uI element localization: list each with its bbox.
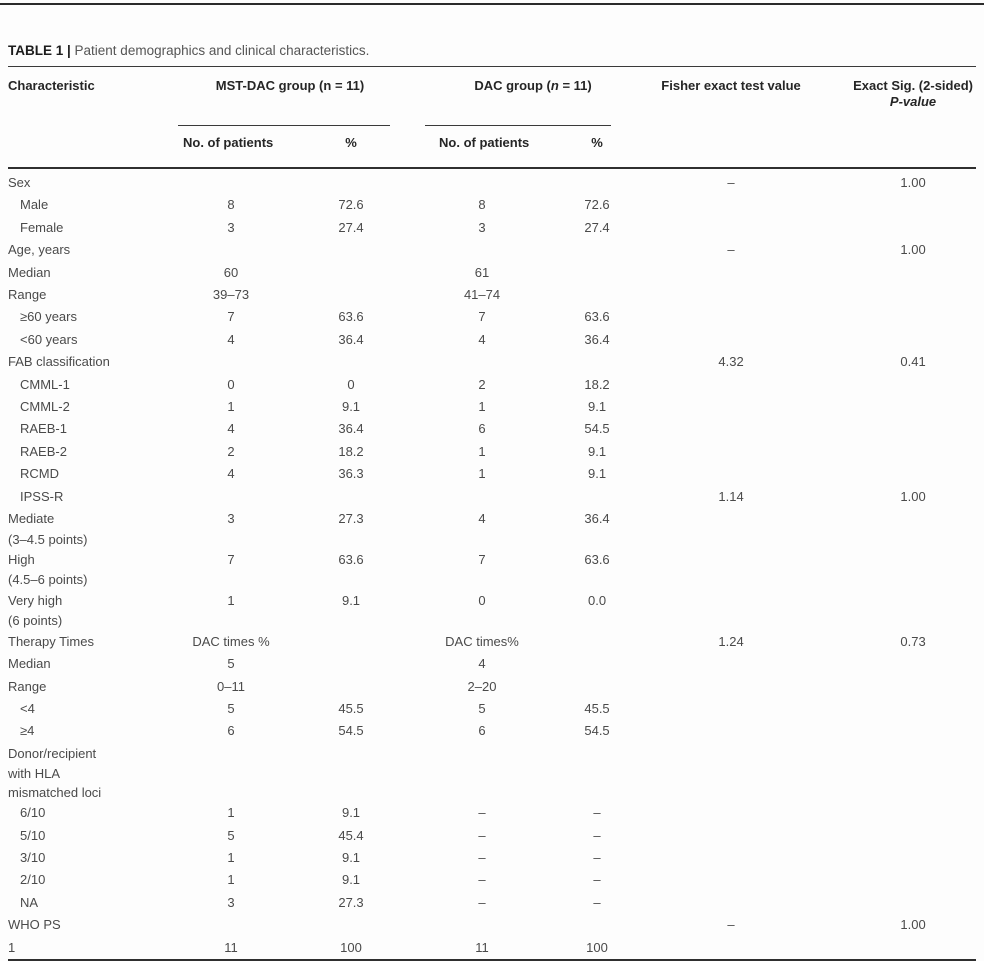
cell-dac-pct: 54.5 xyxy=(584,421,610,437)
table-row xyxy=(8,802,976,824)
row-label: Median xyxy=(8,656,51,672)
cell-p-value xyxy=(806,329,976,351)
cell-mst-pct: 18.2 xyxy=(338,443,364,459)
cell-dac-no-patients: 8 xyxy=(478,197,486,213)
cell-fisher-value xyxy=(656,825,806,847)
cell-mst-pct: 36.3 xyxy=(338,466,364,482)
cell-mst-pct xyxy=(292,653,410,675)
cell-fisher-value xyxy=(656,720,806,742)
col-header-fisher: Fisher exact test value xyxy=(656,67,806,169)
cell-dac-pct: 100 xyxy=(538,937,656,960)
cell-fisher-value xyxy=(656,698,806,720)
table-row xyxy=(8,508,976,549)
cell-mst-pct xyxy=(292,351,410,373)
cell-mst-pct: 45.5 xyxy=(338,701,364,717)
cell-dac-no-patients: 1 xyxy=(478,443,486,459)
spanner-rule-mst xyxy=(178,125,390,126)
exact-sig-line2: P-value xyxy=(889,94,937,109)
cell-dac-pct: – xyxy=(593,805,601,821)
cell-mst-pct: 9.1 xyxy=(341,850,361,866)
row-label: Therapy Times xyxy=(8,633,94,649)
cell-dac-pct xyxy=(538,743,656,802)
cell-fisher-value xyxy=(656,676,806,698)
cell-dac-pct: – xyxy=(593,872,601,888)
cell-p-value xyxy=(806,262,976,284)
cell-p-value: 1.00 xyxy=(900,917,926,933)
cell-p-value xyxy=(806,508,976,549)
cell-mst-no-patients: 6 xyxy=(227,723,235,739)
cell-mst-no-patients xyxy=(170,743,292,802)
table-row xyxy=(8,869,976,891)
row-label: Age, years xyxy=(8,242,71,258)
row-label: 3/10 xyxy=(20,850,46,866)
cell-mst-no-patients: 7 xyxy=(227,309,235,325)
cell-p-value xyxy=(806,892,976,914)
cell-fisher-value xyxy=(656,217,806,239)
table-row xyxy=(8,351,976,373)
cell-dac-no-patients: – xyxy=(478,850,486,866)
cell-mst-pct xyxy=(292,262,410,284)
cell-dac-pct xyxy=(538,653,656,675)
cell-dac-no-patients: 5 xyxy=(478,701,486,717)
cell-p-value xyxy=(806,743,976,802)
cell-mst-pct: 36.4 xyxy=(338,421,364,437)
cell-p-value xyxy=(806,549,976,590)
table-row xyxy=(8,168,976,194)
cell-dac-pct: 36.4 xyxy=(584,331,610,347)
table-row xyxy=(8,306,976,328)
cell-fisher-value: 4.32 xyxy=(718,354,744,370)
table-row xyxy=(8,463,976,485)
table-row xyxy=(8,937,976,960)
cell-fisher-value xyxy=(656,508,806,549)
row-label: NA xyxy=(20,894,39,910)
cell-dac-pct: 27.4 xyxy=(584,219,610,235)
cell-mst-pct xyxy=(292,914,410,936)
table-row xyxy=(8,590,976,631)
cell-dac-pct: – xyxy=(593,827,601,843)
exact-sig-line1: Exact Sig. (2-sided) xyxy=(853,78,973,93)
table-row xyxy=(8,329,976,351)
cell-fisher-value xyxy=(656,802,806,824)
dac-group-label: DAC group (n = 11) xyxy=(474,78,592,93)
table-row xyxy=(8,698,976,720)
cell-dac-pct xyxy=(538,914,656,936)
cell-dac-pct xyxy=(538,631,656,653)
cell-dac-no-patients: 7 xyxy=(478,552,486,567)
demographics-table xyxy=(8,66,976,961)
page-top-rule xyxy=(0,3,984,5)
cell-mst-pct: 0 xyxy=(347,376,355,392)
cell-dac-no-patients: 2–20 xyxy=(467,678,497,694)
cell-mst-no-patients: 3 xyxy=(227,894,235,910)
col-header-no-patients-dac: No. of patients xyxy=(410,126,538,168)
cell-p-value xyxy=(806,306,976,328)
cell-mst-pct: 45.4 xyxy=(338,827,364,843)
cell-mst-pct: 9.1 xyxy=(341,592,361,608)
cell-mst-no-patients: 0–11 xyxy=(217,678,245,694)
cell-mst-pct xyxy=(292,239,410,261)
cell-p-value xyxy=(806,418,976,440)
cell-fisher-value xyxy=(656,306,806,328)
row-label: ≥60 years xyxy=(20,309,77,325)
cell-fisher-value xyxy=(656,329,806,351)
cell-dac-no-patients: 11 xyxy=(410,937,538,960)
cell-mst-no-patients: 1 xyxy=(227,592,235,608)
row-label: 5/10 xyxy=(20,827,46,843)
cell-fisher-value: 1.24 xyxy=(718,633,744,649)
row-label: Sex xyxy=(8,175,31,190)
cell-dac-pct: 63.6 xyxy=(584,552,610,567)
row-label: IPSS-R xyxy=(20,488,64,504)
table-row xyxy=(8,676,976,698)
cell-mst-pct: 100 xyxy=(292,937,410,960)
cell-p-value xyxy=(806,676,976,698)
row-label: Male xyxy=(20,197,49,213)
cell-mst-no-patients: 5 xyxy=(227,827,235,843)
row-label: RAEB-2 xyxy=(20,443,67,459)
cell-dac-pct xyxy=(538,676,656,698)
cell-dac-pct: – xyxy=(593,894,601,910)
cell-mst-pct: 9.1 xyxy=(341,805,361,821)
cell-dac-no-patients: 61 xyxy=(474,264,490,280)
cell-mst-pct: 72.6 xyxy=(338,197,364,213)
cell-p-value xyxy=(806,653,976,675)
cell-fisher-value xyxy=(656,590,806,631)
cell-dac-no-patients: 4 xyxy=(478,331,486,347)
cell-dac-no-patients: 6 xyxy=(478,723,486,739)
cell-dac-no-patients xyxy=(410,239,538,261)
table-row xyxy=(8,631,976,653)
table-body xyxy=(8,168,976,960)
cell-fisher-value xyxy=(656,396,806,418)
cell-mst-no-patients: 1 xyxy=(227,399,235,415)
cell-p-value: 1.00 xyxy=(900,175,926,190)
cell-dac-pct xyxy=(538,262,656,284)
row-label: Mediate (3–4.5 points) xyxy=(8,511,88,547)
cell-mst-no-patients: 7 xyxy=(227,552,235,567)
row-label: CMML-1 xyxy=(20,376,70,392)
cell-mst-no-patients xyxy=(170,351,292,373)
row-label: WHO PS xyxy=(8,917,61,933)
cell-mst-pct xyxy=(292,284,410,306)
cell-mst-no-patients: 2 xyxy=(227,443,235,459)
cell-fisher-value xyxy=(656,284,806,306)
cell-fisher-value xyxy=(656,463,806,485)
cell-mst-pct: 63.6 xyxy=(338,552,364,567)
cell-mst-no-patients: 3 xyxy=(227,511,235,527)
cell-dac-no-patients: 1 xyxy=(478,466,486,482)
row-label: 6/10 xyxy=(20,805,46,821)
cell-p-value xyxy=(806,937,976,960)
cell-mst-no-patients xyxy=(170,486,292,508)
table-row xyxy=(8,549,976,590)
cell-p-value xyxy=(806,869,976,891)
cell-dac-pct: 18.2 xyxy=(584,376,610,392)
cell-dac-pct xyxy=(538,351,656,373)
cell-fisher-value xyxy=(656,441,806,463)
table-row xyxy=(8,653,976,675)
cell-dac-no-patients: 1 xyxy=(478,399,486,415)
cell-mst-no-patients: 39–73 xyxy=(212,287,250,303)
cell-mst-no-patients: 1 xyxy=(227,872,235,888)
cell-dac-no-patients: DAC times% xyxy=(445,633,519,649)
table-row xyxy=(8,892,976,914)
cell-dac-no-patients xyxy=(410,168,538,194)
cell-mst-no-patients: 5 xyxy=(227,701,235,717)
cell-dac-pct: 72.6 xyxy=(584,197,610,213)
cell-dac-no-patients: 7 xyxy=(478,309,486,325)
cell-mst-pct xyxy=(292,743,410,802)
cell-p-value xyxy=(806,825,976,847)
table-row xyxy=(8,847,976,869)
cell-fisher-value: – xyxy=(727,175,735,190)
cell-dac-no-patients: – xyxy=(478,894,486,910)
row-label: RCMD xyxy=(20,466,59,482)
cell-p-value xyxy=(806,720,976,742)
cell-mst-pct xyxy=(292,168,410,194)
row-label: CMML-2 xyxy=(20,399,70,415)
col-header-exact-sig xyxy=(806,67,976,169)
cell-fisher-value: 1.14 xyxy=(718,488,744,504)
cell-p-value: 1.00 xyxy=(900,488,926,504)
table-row xyxy=(8,217,976,239)
cell-mst-pct: 63.6 xyxy=(338,309,364,325)
col-header-characteristic: Characteristic xyxy=(8,67,170,169)
cell-mst-pct: 9.1 xyxy=(341,872,361,888)
cell-mst-no-patients: 4 xyxy=(227,466,235,482)
cell-mst-no-patients: 11 xyxy=(170,937,292,960)
cell-mst-pct: 36.4 xyxy=(338,331,364,347)
cell-p-value: 1.00 xyxy=(900,242,926,258)
cell-dac-pct xyxy=(538,284,656,306)
row-label: RAEB-1 xyxy=(20,421,67,437)
demographics-table-wrap xyxy=(8,66,976,961)
cell-p-value xyxy=(806,698,976,720)
table-row xyxy=(8,262,976,284)
spanner-rule-dac xyxy=(425,125,611,126)
cell-fisher-value xyxy=(656,262,806,284)
cell-mst-pct: 9.1 xyxy=(341,399,361,415)
table-header xyxy=(8,67,976,169)
row-label: <4 xyxy=(20,701,35,717)
table-row xyxy=(8,441,976,463)
cell-mst-no-patients: 4 xyxy=(227,421,235,437)
col-header-dac-group xyxy=(410,67,656,127)
cell-fisher-value xyxy=(656,194,806,216)
cell-p-value: 0.73 xyxy=(900,633,926,649)
cell-fisher-value: – xyxy=(727,917,735,933)
cell-mst-pct xyxy=(292,631,410,653)
table-row xyxy=(8,720,976,742)
cell-dac-no-patients xyxy=(410,914,538,936)
table-caption: Patient demographics and clinical characteristics. xyxy=(70,43,370,58)
cell-mst-pct xyxy=(292,676,410,698)
cell-dac-no-patients: 6 xyxy=(478,421,486,437)
cell-fisher-value xyxy=(656,937,806,960)
cell-fisher-value xyxy=(656,869,806,891)
cell-dac-no-patients: – xyxy=(478,872,486,888)
cell-dac-no-patients: 3 xyxy=(478,219,486,235)
cell-dac-no-patients: 0 xyxy=(478,592,486,608)
row-label: <60 years xyxy=(20,331,78,347)
cell-mst-no-patients xyxy=(170,239,292,261)
cell-dac-pct: 9.1 xyxy=(587,399,607,415)
table-row xyxy=(8,486,976,508)
table-number-label: TABLE 1 | xyxy=(8,43,71,58)
table-row xyxy=(8,418,976,440)
cell-dac-pct xyxy=(538,486,656,508)
cell-p-value xyxy=(806,396,976,418)
cell-mst-no-patients xyxy=(170,168,292,194)
cell-mst-pct xyxy=(292,486,410,508)
cell-dac-no-patients: 4 xyxy=(478,511,486,527)
cell-mst-no-patients: 5 xyxy=(227,656,235,672)
cell-mst-no-patients: 4 xyxy=(227,331,235,347)
row-label: Donor/recipient with HLA mismatched loci xyxy=(8,745,102,800)
cell-fisher-value: – xyxy=(727,242,735,258)
cell-dac-pct: 0.0 xyxy=(587,592,607,608)
row-label: High (4.5–6 points) xyxy=(8,552,88,588)
table-row xyxy=(8,284,976,306)
cell-dac-pct: 54.5 xyxy=(584,723,610,739)
cell-dac-pct: 9.1 xyxy=(587,466,607,482)
cell-dac-pct: 63.6 xyxy=(584,309,610,325)
table-title xyxy=(8,42,369,59)
cell-dac-no-patients: 41–74 xyxy=(463,287,501,303)
row-label: Very high (6 points) xyxy=(8,592,63,629)
cell-dac-no-patients: 2 xyxy=(478,376,486,392)
cell-p-value xyxy=(806,802,976,824)
cell-p-value xyxy=(806,441,976,463)
cell-mst-no-patients: 8 xyxy=(227,197,235,213)
cell-p-value xyxy=(806,463,976,485)
cell-dac-pct xyxy=(538,168,656,194)
cell-dac-no-patients: 4 xyxy=(478,656,486,672)
cell-dac-no-patients: – xyxy=(478,827,486,843)
cell-mst-pct: 27.3 xyxy=(338,511,364,527)
table-row xyxy=(8,194,976,216)
row-label: 1 xyxy=(8,937,170,960)
table-row xyxy=(8,396,976,418)
row-label: Female xyxy=(20,219,64,235)
cell-p-value: 0.41 xyxy=(900,354,926,370)
mst-dac-group-label: MST-DAC group (n = 11) xyxy=(215,78,365,93)
cell-dac-no-patients: – xyxy=(478,805,486,821)
row-label: Range xyxy=(8,287,47,303)
cell-fisher-value xyxy=(656,549,806,590)
col-header-pct-dac: % xyxy=(538,126,656,168)
cell-dac-no-patients xyxy=(410,743,538,802)
cell-mst-pct: 27.4 xyxy=(338,219,364,235)
cell-fisher-value xyxy=(656,743,806,802)
cell-p-value xyxy=(806,374,976,396)
table-row xyxy=(8,374,976,396)
cell-mst-no-patients: 1 xyxy=(227,805,235,821)
cell-mst-no-patients: 0 xyxy=(227,376,235,392)
row-label: Range xyxy=(8,678,47,694)
cell-mst-no-patients: 60 xyxy=(223,264,239,280)
cell-fisher-value xyxy=(656,374,806,396)
row-label: Median xyxy=(8,264,51,280)
cell-fisher-value xyxy=(656,653,806,675)
cell-dac-pct: 9.1 xyxy=(587,443,607,459)
cell-p-value xyxy=(806,284,976,306)
cell-mst-no-patients: 3 xyxy=(227,219,235,235)
cell-dac-pct: – xyxy=(593,850,601,866)
header-row-groups xyxy=(8,67,976,127)
cell-dac-no-patients xyxy=(410,351,538,373)
table-row xyxy=(8,743,976,802)
cell-dac-pct: 36.4 xyxy=(584,511,610,527)
row-label: ≥4 xyxy=(20,723,35,739)
cell-mst-pct: 54.5 xyxy=(338,723,364,739)
cell-dac-no-patients xyxy=(410,486,538,508)
cell-dac-pct: 45.5 xyxy=(584,701,610,717)
cell-p-value xyxy=(806,217,976,239)
col-header-mst-dac-group xyxy=(170,67,410,127)
col-header-no-patients-mst: No. of patients xyxy=(170,126,292,168)
cell-mst-no-patients xyxy=(170,914,292,936)
cell-p-value xyxy=(806,590,976,631)
cell-fisher-value xyxy=(656,847,806,869)
table-row xyxy=(8,914,976,936)
table-row xyxy=(8,239,976,261)
cell-p-value xyxy=(806,194,976,216)
cell-mst-no-patients: DAC times % xyxy=(192,633,270,649)
cell-p-value xyxy=(806,847,976,869)
cell-dac-pct xyxy=(538,239,656,261)
cell-mst-pct: 27.3 xyxy=(338,894,364,910)
row-label: FAB classification xyxy=(8,354,110,370)
cell-fisher-value xyxy=(656,892,806,914)
row-label: 2/10 xyxy=(20,872,46,888)
table-row xyxy=(8,825,976,847)
col-header-pct-mst: % xyxy=(292,126,410,168)
cell-mst-no-patients: 1 xyxy=(227,850,235,866)
cell-fisher-value xyxy=(656,418,806,440)
